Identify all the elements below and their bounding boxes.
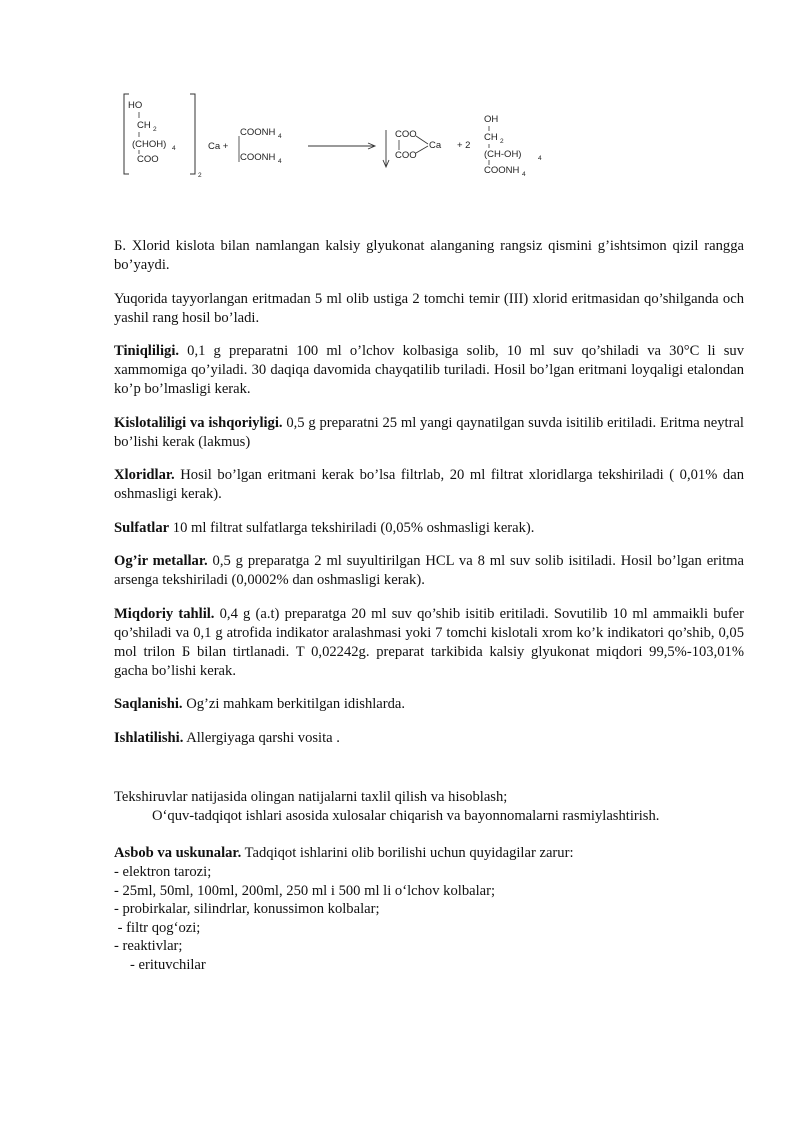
sulfates-text: 10 ml filtrat sulfatlarga tekshiriladi (0,05% oshmasligi kerak). <box>169 519 535 536</box>
storage-paragraph <box>114 695 744 714</box>
reaction-scheme-drawing <box>118 90 568 180</box>
product1-bottom: COO <box>395 150 417 161</box>
equipment-list <box>114 863 744 974</box>
ch2-label: CH <box>137 120 151 131</box>
product2-ch2: CH <box>484 132 498 143</box>
usage-text: Allergiyaga qarshi vosita . <box>183 729 340 746</box>
iron-chloride-paragraph: Yuqorida tayyorlangan eritmadan 5 ml olib ustiga 2 tomchi temir (III) xlorid eritmasidan qo’shilganda och yashil rang hosil bo’ladi. <box>114 290 744 326</box>
product1-top: COO <box>395 129 417 140</box>
usage-heading: Ishlatilishi. <box>114 729 184 746</box>
bracket-subscript: 2 <box>198 172 202 179</box>
ca-plus-label: Ca + <box>208 141 229 152</box>
plus-two: + 2 <box>457 140 471 151</box>
list-item: - filtr qog‘ozi; <box>114 919 201 936</box>
acidity-paragraph <box>114 414 744 452</box>
clarity-paragraph <box>114 342 744 399</box>
document-body <box>114 237 744 974</box>
svg-text:4: 4 <box>172 145 176 152</box>
heavy-metals-text: 0,5 g preparatga 2 ml suyultirilgan HCL va 8 ml suv solib isitiladi. Hosil bo’lgan eritma arsenga tekshiriladi (0,0002% dan oshmasligi kerak). <box>114 553 744 588</box>
reaction-scheme <box>118 90 568 180</box>
chlorides-text: Hosil bo’lgan eritmani kerak bo’lsa filtrlab, 20 ml filtrat xloridlarga tekshiriladi ( 0,01% dan oshmasligi kerak). <box>114 467 744 502</box>
list-item: - probirkalar, silindrlar, konussimon kolbalar; <box>114 901 380 917</box>
acidity-text: 0,5 g preparatni 25 ml yangi qaynatilgan suvda isitilib eritiladi. Eritma neytral bo’lishi kerak (lakmus) <box>114 414 744 450</box>
chlorides-heading: Xloridlar. <box>114 467 175 483</box>
sulfates-paragraph <box>114 519 744 538</box>
svg-text:4: 4 <box>278 133 282 140</box>
section-gap <box>114 762 744 788</box>
svg-text:4: 4 <box>522 171 526 178</box>
coo-label: COO <box>137 154 159 165</box>
clarity-heading: Tiniqliligi. <box>114 343 180 359</box>
svg-text:4: 4 <box>278 158 282 165</box>
ho-label: HO <box>128 100 143 111</box>
list-item: - elektron tarozi; <box>114 864 212 880</box>
equipment-heading: Asbob va uskunalar. <box>114 845 242 861</box>
list-item: - reaktivlar; <box>114 938 183 954</box>
heavy-metals-heading: Og’ir metallar. <box>114 553 208 569</box>
summary-line-1: Tekshiruvlar natijasida olingan natijalarni taxlil qilish va hisoblash; <box>114 789 508 805</box>
storage-heading: Saqlanishi. <box>114 696 183 712</box>
left-close-bracket <box>190 94 195 174</box>
product2-coonh: COONH <box>484 165 520 176</box>
storage-text: Og’zi mahkam berkitilgan idishlarda. <box>182 696 406 712</box>
reagent-bottom: COONH <box>240 152 276 163</box>
equipment-heading-line <box>114 844 744 863</box>
product2-choh: (CH-OH) <box>484 149 522 160</box>
assay-heading: Miqdoriy tahlil. <box>114 605 215 622</box>
usage-paragraph <box>114 729 744 748</box>
acidity-heading: Kislotaliligi va ishqoriyligi. <box>114 414 283 431</box>
sulfates-heading: Sulfatlar <box>114 519 170 536</box>
reagent-top: COONH <box>240 127 276 138</box>
heavy-metals-paragraph <box>114 552 744 590</box>
product1-ca: Ca <box>429 140 442 151</box>
svg-text:4: 4 <box>538 155 542 162</box>
list-item: - erituvchilar <box>130 956 206 973</box>
svg-text:2: 2 <box>500 138 504 145</box>
choh-label: (CHOH) <box>132 139 167 150</box>
assay-text: 0,4 g (a.t) preparatga 20 ml suv qo’shib isitib eritiladi. Sovutilib 10 ml ammaikli bufer qo’shiladi va 0,1 g atrofida indikator aralashmasi yoki 7 tomchi kislotali xrom ko’k indikatori qo’shib, 0,05 mol trilon Б bilan tirtlanadi. T 0,02242g. preparat tarkibida kalsiy glyukonat miqdori 99,5%-103,01% gacha bo’lishi kerak. <box>114 605 744 679</box>
product2-oh: OH <box>484 114 499 125</box>
assay-paragraph <box>114 605 744 681</box>
equipment-intro: Tadqiqot ishlarini olib borilishi uchun quyidagilar zarur: <box>241 845 574 861</box>
summary-line-2: O‘quv-tadqiqot ishlari asosida xulosalar chiqarish va bayonnomalarni rasmiylashtirish. <box>152 808 660 824</box>
svg-text:2: 2 <box>153 126 157 133</box>
list-item: - 25ml, 50ml, 100ml, 200ml, 250 ml i 500 ml li o‘lchov kolbalar; <box>114 882 496 899</box>
flame-test-paragraph: Б. Xlorid kislota bilan namlangan kalsiy glyukonat alanganing rangsiz qismini g’ishtsimon qizil rangga bo’yaydi. <box>114 238 744 273</box>
clarity-text: 0,1 g preparatni 100 ml o’lchov kolbasiga solib, 10 ml suv qo’shiladi va 30°C li suv xammomiga qo’yiladi. 30 daqiqa davomida chayqatilib turiladi. Hosil bo’lgan eritmani loyqaligi etalondan ko’p bo’lmasligi kerak. <box>114 343 744 397</box>
chlorides-paragraph <box>114 466 744 504</box>
